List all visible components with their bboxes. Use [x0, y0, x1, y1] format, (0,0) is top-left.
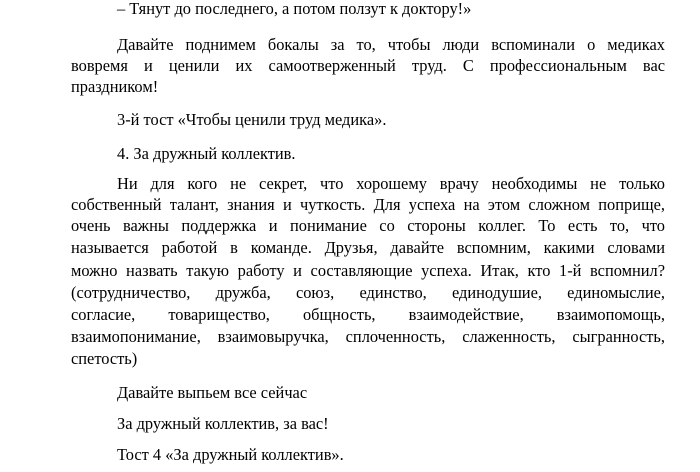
team-paragraph-line-4: называется работой в команде. Друзья, давайте вспомним, какими словами: [71, 238, 665, 257]
toast2-paragraph-line-2: вовремя и ценили их самоотверженный труд. С профессиональным вас: [71, 56, 665, 75]
section4-heading: 4. За дружный коллектив.: [117, 144, 296, 163]
toast3-title: 3-й тост «Чтобы ценили труд медика».: [117, 110, 387, 129]
verse-line-1: Давайте выпьем все сейчас: [117, 383, 308, 402]
team-paragraph-line-2: собственный талант, знания и чуткость. Для успеха на этом сложном поприще,: [71, 195, 665, 214]
team-paragraph-line-1: Ни для кого не секрет, что хорошему врачу необходимы не только: [117, 174, 665, 193]
team-paragraph-line-9: спетость): [71, 349, 138, 368]
toast2-paragraph-line-3: праздником!: [71, 77, 159, 96]
quote-closing-line: – Тянут до последнего, а потом ползут к доктору!»: [117, 0, 472, 18]
team-paragraph-line-8: взаимопонимание, взаимовыручка, сплоченность, слаженность, сыгранность,: [71, 327, 665, 346]
toast2-paragraph-line-1: Давайте поднимем бокалы за то, чтобы люди вспоминали о медиках: [117, 35, 665, 54]
toast4-title: Тост 4 «За дружный коллектив».: [117, 445, 344, 464]
team-paragraph-line-7: согласие, товарищество, общность, взаимодействие, взаимопомощь,: [71, 305, 665, 324]
team-paragraph-line-6: (сотрудничество, дружба, союз, единство, единодушие, единомыслие,: [71, 283, 665, 302]
team-paragraph-line-5: можно назвать такую работу и составляющие успеха. Итак, кто 1-й вспомнил?: [71, 261, 665, 280]
team-paragraph-line-3: очень важны поддержка и понимание со стороны коллег. То есть то, что: [71, 216, 665, 235]
verse-line-2: За дружный коллектив, за вас!: [117, 414, 329, 433]
